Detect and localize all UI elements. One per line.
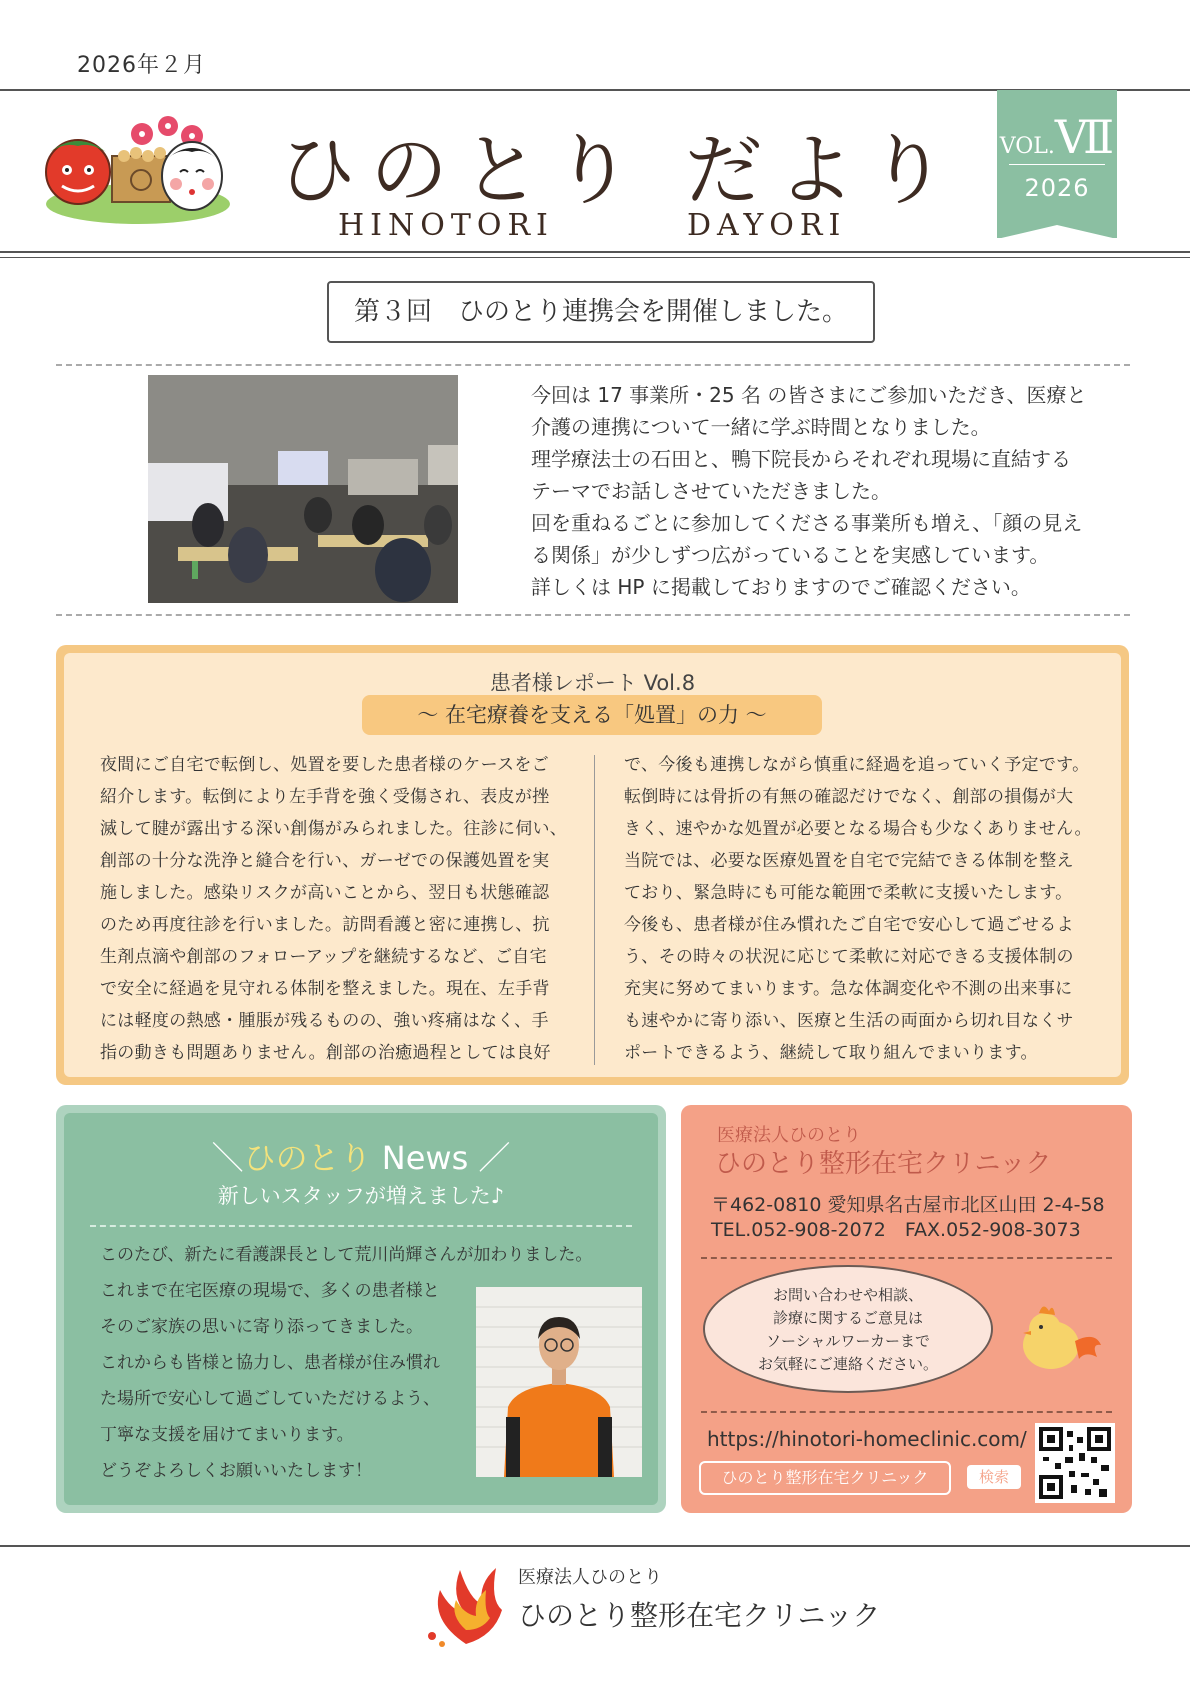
event-top-divider bbox=[56, 364, 1130, 366]
clinic-divider bbox=[701, 1411, 1112, 1413]
news-brand: ひのとり bbox=[243, 1139, 372, 1177]
qr-code-graphic bbox=[1035, 1423, 1115, 1503]
report-line: ポートできるよう、継続して取り組んでまいります。 bbox=[624, 1043, 1038, 1063]
header-bottom-rule-thin bbox=[0, 257, 1190, 258]
report-line: で安全に経過を見守れる体制を整えました。現在、左手背 bbox=[100, 979, 550, 999]
report-line: きく、速やかな処置が必要となる場合も少なくありません。 bbox=[624, 819, 1092, 839]
report-column-divider bbox=[594, 755, 595, 1065]
seminar-photo bbox=[148, 375, 458, 603]
report-line: 紹介します。転倒により左手背を強く受傷され、表皮が挫 bbox=[100, 787, 550, 807]
bubble-line: 診療に関するご意見は bbox=[772, 1309, 923, 1327]
volume-label: VOL.Ⅶ bbox=[999, 110, 1115, 164]
news-line: そのご家族の思いに寄り添ってきました。 bbox=[100, 1317, 423, 1337]
report-line: 当院では、必要な医療処置を自宅で完結できる体制を整え bbox=[624, 851, 1074, 871]
report-subtitle: ～ 在宅療養を支える「処置」の力 ～ bbox=[362, 695, 822, 735]
event-line: 今回は 17 事業所・25 名 の皆さまにご参加いただき、医療と bbox=[531, 383, 1087, 407]
report-line: 施しました。感染リスクが高いことから、翌日も状態確認 bbox=[100, 883, 550, 903]
event-line: 理学療法士の石田と、鴨下院長からそれぞれ現場に直結する bbox=[531, 447, 1071, 471]
report-right-column bbox=[624, 749, 1092, 1069]
report-line: 転倒時には骨折の有無の確認だけでなく、創部の損傷が大 bbox=[624, 787, 1074, 807]
event-bottom-divider bbox=[56, 614, 1130, 616]
news-box bbox=[56, 1105, 666, 1513]
news-subtitle: 新しいスタッフが増えました♪ bbox=[217, 1184, 505, 1208]
report-title: 患者様レポート Vol.8 bbox=[489, 671, 696, 695]
staff-photo bbox=[476, 1287, 642, 1477]
report-line: 充実に努めてまいります。急な体調変化や不測の出来事に bbox=[624, 979, 1073, 999]
report-line: には軽度の熱感・腫脹が残るものの、強い疼痛はなく、手 bbox=[100, 1011, 549, 1031]
qr-code[interactable] bbox=[1035, 1423, 1115, 1503]
patient-report-box bbox=[56, 645, 1129, 1085]
footer-rule bbox=[0, 1545, 1190, 1547]
event-line: 回を重ねるごとに参加してくださる事業所も増え、「顔の見え bbox=[531, 511, 1083, 535]
footer-clinic-name: ひのとり整形在宅クリニック bbox=[518, 1599, 881, 1632]
bubble-line: お気軽にご連絡ください。 bbox=[757, 1355, 938, 1373]
clinic-address: 〒462-0810 愛知県名古屋市北区山田 2-4-58 bbox=[711, 1194, 1105, 1216]
report-line: も速やかに寄り添い、医療と生活の両面から切れ目なくサ bbox=[624, 1011, 1074, 1031]
report-line: ており、緊急時にも可能な範囲で柔軟に支援いたします。 bbox=[624, 883, 1073, 903]
news-line: これからも皆様と協力し、患者様が住み慣れ bbox=[100, 1353, 440, 1373]
phoenix-chick-icon bbox=[1009, 1301, 1105, 1381]
report-line: う、その時々の状況に応じて柔軟に対応できる支援体制の bbox=[624, 947, 1074, 967]
news-line: このたび、新たに看護課長として荒川尚輝さんが加わりました。 bbox=[100, 1245, 593, 1265]
report-line: 滅して腱が露出する深い創傷がみられました。往診に伺い、 bbox=[100, 819, 568, 839]
event-headline: 第３回 ひのとり連携会を開催しました。 bbox=[327, 281, 875, 343]
news-divider bbox=[90, 1225, 632, 1227]
event-line: 介護の連携について一緒に学ぶ時間となりました。 bbox=[531, 415, 991, 439]
setsubun-illustration bbox=[40, 112, 240, 232]
report-left-column bbox=[100, 749, 567, 1069]
title-romaji-right: DAYORI bbox=[687, 208, 847, 243]
volume-ribbon bbox=[997, 90, 1117, 238]
clinic-contact bbox=[711, 1193, 1105, 1243]
report-line: 創部の十分な洗浄と縫合を行い、ガーゼでの保護処置を実 bbox=[100, 851, 550, 871]
clinic-logo-icon bbox=[420, 1560, 512, 1648]
news-line: 丁寧な支援を届けてまいります。 bbox=[100, 1425, 354, 1445]
search-button[interactable]: 検索 bbox=[967, 1465, 1021, 1489]
report-line: で、今後も連携しながら慎重に経過を追っていく予定です。 bbox=[624, 755, 1090, 775]
news-line: た場所で安心して過ごしていただけるよう、 bbox=[100, 1389, 440, 1409]
clinic-corp-name: 医療法人ひのとり bbox=[717, 1125, 861, 1146]
report-line: 今後も、患者様が住み慣れたご自宅で安心して過ごせるよ bbox=[624, 915, 1074, 935]
volume-year: 2026 bbox=[1024, 174, 1090, 202]
newsletter-title: ひのとり だより bbox=[278, 126, 961, 216]
clinic-url[interactable]: https://hinotori-homeclinic.com/ bbox=[707, 1427, 1027, 1451]
event-line: 詳しくは HP に掲載しておりますのでご確認ください。 bbox=[531, 575, 1031, 599]
news-line: どうぞよろしくお願いいたします！ bbox=[100, 1461, 372, 1481]
clinic-divider bbox=[701, 1257, 1112, 1259]
search-input[interactable]: ひのとり整形在宅クリニック bbox=[699, 1461, 951, 1495]
report-line: 指の動きも問題ありません。創部の治癒過程としては良好 bbox=[100, 1043, 551, 1063]
event-line: る関係」が少しずつ広がっていることを実感しています。 bbox=[531, 543, 1050, 567]
clinic-name: ひのとり整形在宅クリニック bbox=[715, 1149, 1052, 1179]
bubble-line: ソーシャルワーカーまで bbox=[765, 1332, 931, 1350]
clinic-info-box bbox=[681, 1105, 1132, 1513]
bubble-line: お問い合わせや相談、 bbox=[772, 1286, 923, 1304]
volume-divider bbox=[1009, 164, 1105, 165]
header-bottom-rule bbox=[0, 251, 1190, 253]
seminar-photo-illustration bbox=[148, 375, 458, 603]
issue-date: 2026年２月 bbox=[77, 53, 206, 78]
title-romaji-left: HINOTORI bbox=[338, 208, 554, 243]
contact-speech-bubble bbox=[703, 1265, 993, 1393]
oni-demon-icon bbox=[46, 140, 110, 204]
clinic-phone: TEL.052-908-2072 FAX.052-908-3073 bbox=[711, 1219, 1081, 1241]
otafuku-face-icon bbox=[162, 142, 222, 210]
news-line: これまで在宅医療の現場で、多くの患者様と bbox=[100, 1281, 440, 1301]
footer-corp-name: 医療法人ひのとり bbox=[518, 1567, 662, 1588]
news-heading: ＼ひのとり News ／ bbox=[211, 1139, 511, 1177]
event-line: テーマでお話しさせていただきました。 bbox=[531, 479, 891, 503]
event-paragraph bbox=[531, 379, 1121, 603]
report-line: のため再度往診を行いました。訪問看護と密に連携し、抗 bbox=[100, 915, 550, 935]
report-line: 生剤点滴や創部のフォローアップを継続するなど、ご自宅 bbox=[100, 947, 547, 967]
staff-photo-illustration bbox=[476, 1287, 642, 1477]
report-line: 夜間にご自宅で転倒し、処置を要した患者様のケースをご bbox=[100, 755, 549, 775]
